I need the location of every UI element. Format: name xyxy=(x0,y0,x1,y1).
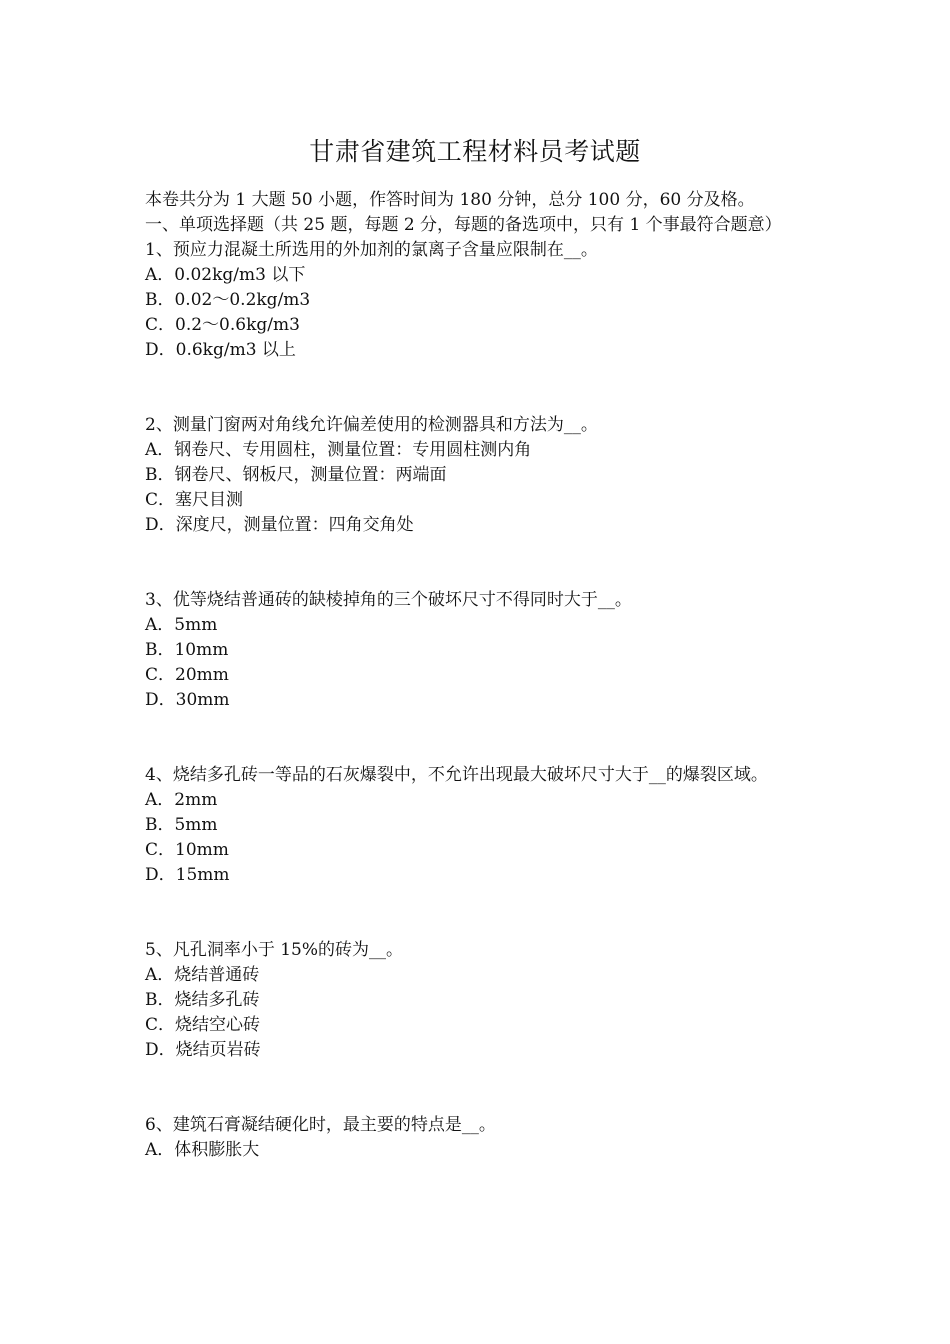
option-c: C．塞尺目测 xyxy=(145,490,244,510)
option-b: B．钢卷尺、钢板尺，测量位置：两端面 xyxy=(145,465,447,485)
document-title: 甘肃省建筑工程材料员考试题 xyxy=(309,137,641,166)
option-a: A．体积膨胀大 xyxy=(145,1140,260,1160)
option-a: A．2mm xyxy=(145,790,218,810)
option-c: C．20mm xyxy=(145,665,229,685)
option-a: A．5mm xyxy=(145,615,218,635)
option-a: A．钢卷尺、专用圆柱，测量位置：专用圆柱测内角 xyxy=(145,440,532,460)
section-header: 一、单项选择题（共 25 题，每题 2 分，每题的备选项中，只有 1 个事最符合题意） xyxy=(145,215,782,235)
option-d: D．深度尺，测量位置：四角交角处 xyxy=(145,515,414,535)
question-text: 3、优等烧结普通砖的缺棱掉角的三个破坏尺寸不得同时大于__。 xyxy=(145,590,632,610)
option-b: B．烧结多孔砖 xyxy=(145,990,260,1010)
option-d: D．烧结页岩砖 xyxy=(145,1040,261,1060)
option-d: D．15mm xyxy=(145,865,230,885)
question-text: 6、建筑石膏凝结硬化时，最主要的特点是__。 xyxy=(145,1115,496,1135)
document-body xyxy=(145,188,810,1213)
option-d: D．30mm xyxy=(145,690,230,710)
question-block-2 xyxy=(145,413,810,538)
option-c: C．0.2～0.6kg/m3 xyxy=(145,315,300,335)
option-a: A．烧结普通砖 xyxy=(145,965,260,985)
question-text: 5、凡孔洞率小于 15%的砖为__。 xyxy=(145,940,404,960)
option-d: D．0.6kg/m3 以上 xyxy=(145,340,296,360)
question-block-6 xyxy=(145,1113,810,1163)
option-c: C．烧结空心砖 xyxy=(145,1015,261,1035)
question-block-4 xyxy=(145,763,810,888)
option-b: B．5mm xyxy=(145,815,218,835)
option-c: C．10mm xyxy=(145,840,229,860)
question-text: 4、烧结多孔砖一等品的石灰爆裂中，不允许出现最大破坏尺寸大于__的爆裂区域。 xyxy=(145,765,768,785)
exam-intro: 本卷共分为 1 大题 50 小题，作答时间为 180 分钟，总分 100 分，60 分及格。 xyxy=(145,190,755,210)
option-b: B．0.02～0.2kg/m3 xyxy=(145,290,311,310)
question-block-1 xyxy=(145,238,810,363)
question-block-3 xyxy=(145,588,810,713)
option-a: A．0.02kg/m3 以下 xyxy=(145,265,306,285)
option-b: B．10mm xyxy=(145,640,229,660)
question-text: 2、测量门窗两对角线允许偏差使用的检测器具和方法为__。 xyxy=(145,415,598,435)
question-text: 1、预应力混凝土所选用的外加剂的氯离子含量应限制在__。 xyxy=(145,240,598,260)
question-block-5 xyxy=(145,938,810,1063)
